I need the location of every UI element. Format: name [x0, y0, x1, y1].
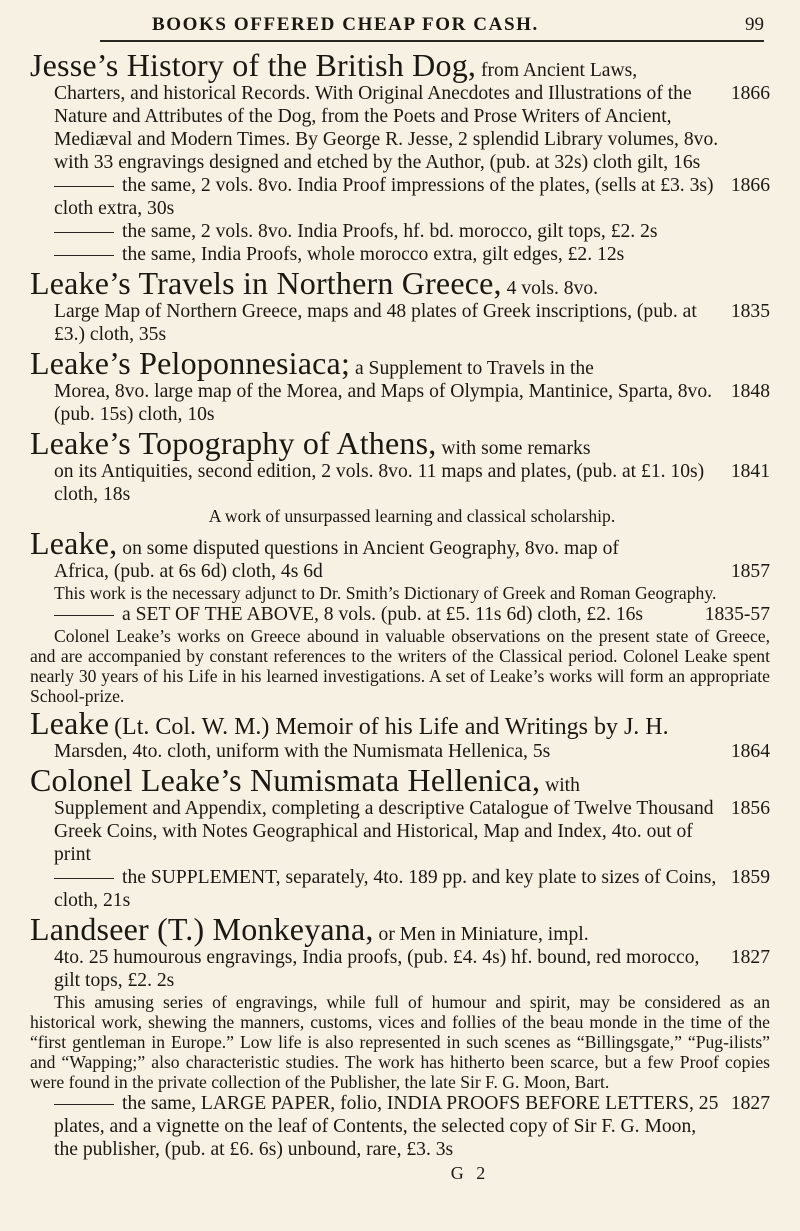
entry-leake-geography: [30, 526, 770, 706]
entry-leake-memoir: [30, 706, 770, 763]
entry-leake-peloponnesiaca: [30, 346, 770, 426]
page-number: 99: [745, 14, 764, 35]
sub-entry-text: a SET OF THE ABOVE, 8 vols. (pub. at £5. 11s 6d) cloth, £2. 16s: [122, 604, 644, 625]
entry-lead: or Men in Miniature, impl.: [378, 924, 589, 945]
entry-year: 1857: [730, 561, 770, 582]
sub-entry-text: the SUPPLEMENT, separately, 4to. 189 pp. and key plate to sizes of Coins, cloth, 21s: [54, 867, 717, 911]
entry-year: 1827: [730, 947, 770, 968]
entry-heading: Leake’s Topography of Athens,: [30, 425, 437, 461]
entry-jesse-dog: [30, 48, 770, 266]
entry-heading: Leake,: [30, 525, 118, 561]
ditto-dash: [54, 186, 114, 187]
sub-entry-year: 1866: [730, 175, 770, 196]
ditto-dash: [54, 232, 114, 233]
entry-lead: 4 vols. 8vo.: [506, 278, 599, 299]
entry-year: 1835: [730, 301, 770, 322]
entry-text: Africa, (pub. at 6s 6d) cloth, 4s 6d: [54, 561, 323, 582]
entry-note: This amusing series of engravings, while full of humour and spirit, may be considered as an historical work, shewing the manners, customs, vices and follies of the beau monde in the time of the “first gentleman in Europe.” Low life is also represented in such scenes as “Billingsgate,” “Pug-ilists” and “Wapping;” also characteristic studies. The work has hitherto been scarce, but a few Proof copies were found in the private collection of the Publisher, the late Sir F. G. Moon, Bart.: [30, 992, 770, 1092]
entry-heading: Jesse’s History of the British Dog,: [30, 47, 477, 83]
entry-heading: Landseer (T.) Monkeyana,: [30, 911, 374, 947]
entry-text: Charters, and historical Records. With Original Anecdotes and Illustrations of the Nature and Attributes of the Dog, from the Poets and Prose Writers of Ancient, Mediæval and Modern Times. By George R. Jesse, 2 splendid Library volumes, 8vo. with 33 engravings designed and etched by the Author, (pub. at 32s) cloth gilt, 16s: [54, 83, 719, 173]
entry-lead: on some disputed questions in Ancient Geography, 8vo. map of: [122, 538, 619, 559]
entry-year: 1866: [730, 83, 770, 104]
running-header: [100, 14, 764, 42]
ditto-dash: [54, 878, 114, 879]
sub-entry-text: the same, India Proofs, whole morocco extra, gilt edges, £2. 12s: [122, 244, 625, 265]
entry-text: Large Map of Northern Greece, maps and 48 plates of Greek inscriptions, (pub. at £3.) cloth, 35s: [54, 301, 697, 345]
entry-landseer-monkeyana: [30, 912, 770, 1161]
entry-heading: Leake’s Travels in Northern Greece,: [30, 265, 502, 301]
entry-year: 1848: [730, 381, 770, 402]
entry-lead: (Lt. Col. W. M.) Memoir of his Life and Writings by J. H.: [114, 714, 669, 740]
sub-entry-year: 1859: [730, 867, 770, 888]
entry-text: Supplement and Appendix, completing a descriptive Catalogue of Twelve Thousand Greek Coins, with Notes Geographical and Historical, Map and Index, 4to. out of print: [54, 798, 714, 865]
entry-heading: Leake’s Peloponnesiaca;: [30, 345, 351, 381]
entry-heading: Colonel Leake’s Numismata Hellenica,: [30, 762, 541, 798]
sub-entry-text: the same, LARGE PAPER, folio, INDIA PROOFS BEFORE LETTERS, 25 plates, and a vignette on the leaf of Contents, the selected copy of Sir F. G. Moon, the publisher, (pub. at £6. 6s) unbound, rare, £3. 3s: [54, 1093, 719, 1160]
entry-note: A work of unsurpassed learning and classical scholarship.: [208, 506, 616, 526]
ditto-dash: [54, 615, 114, 616]
sub-entry-year: 1827: [730, 1093, 770, 1114]
signature-mark: G 2: [450, 1163, 490, 1183]
entry-year: 1864: [730, 741, 770, 762]
entry-leake-travels: [30, 266, 770, 346]
entry-lead: from Ancient Laws,: [481, 60, 638, 81]
entry-text: Morea, 8vo. large map of the Morea, and Maps of Olympia, Mantinice, Sparta, 8vo. (pub. 15s) cloth, 10s: [54, 381, 713, 425]
entry-leake-numismata: [30, 763, 770, 912]
sub-entry-text: the same, 2 vols. 8vo. India Proof impressions of the plates, (sells at £3. 3s) cloth extra, 30s: [54, 175, 714, 219]
entry-heading: Leake: [30, 705, 110, 741]
entry-year: 1841: [730, 461, 770, 482]
entry-text: Marsden, 4to. cloth, uniform with the Numismata Hellenica, 5s: [54, 741, 551, 762]
entry-lead: a Supplement to Travels in the: [354, 358, 594, 379]
page-title: BOOKS OFFERED CHEAP FOR CASH.: [152, 14, 539, 35]
sub-entry-text: the same, 2 vols. 8vo. India Proofs, hf. bd. morocco, gilt tops, £2. 2s: [122, 221, 658, 242]
ditto-dash: [54, 1104, 114, 1105]
entry-text: on its Antiquities, second edition, 2 vols. 8vo. 11 maps and plates, (pub. at £1. 10s) cloth, 18s: [54, 461, 705, 505]
ditto-dash: [54, 255, 114, 256]
entry-note: This work is the necessary adjunct to Dr. Smith’s Dictionary of Greek and Roman Geography.: [54, 583, 717, 603]
entry-note: Colonel Leake’s works on Greece abound in valuable observations on the present state of Greece, and are accompanied by constant references to the writers of the Classical period. Colonel Leake spent nearly 30 years of his Life in his learned investigations. A set of Leake’s works will form an appropriate School-prize.: [30, 626, 770, 706]
sub-entry-year: 1835-57: [704, 604, 770, 625]
entry-text: 4to. 25 humourous engravings, India proofs, (pub. £4. 4s) hf. bound, red morocco, gilt tops, £2. 2s: [54, 947, 700, 991]
entry-leake-athens: [30, 426, 770, 526]
entry-lead: with: [545, 775, 580, 796]
entry-lead: with some remarks: [441, 438, 591, 459]
entry-year: 1856: [730, 798, 770, 819]
